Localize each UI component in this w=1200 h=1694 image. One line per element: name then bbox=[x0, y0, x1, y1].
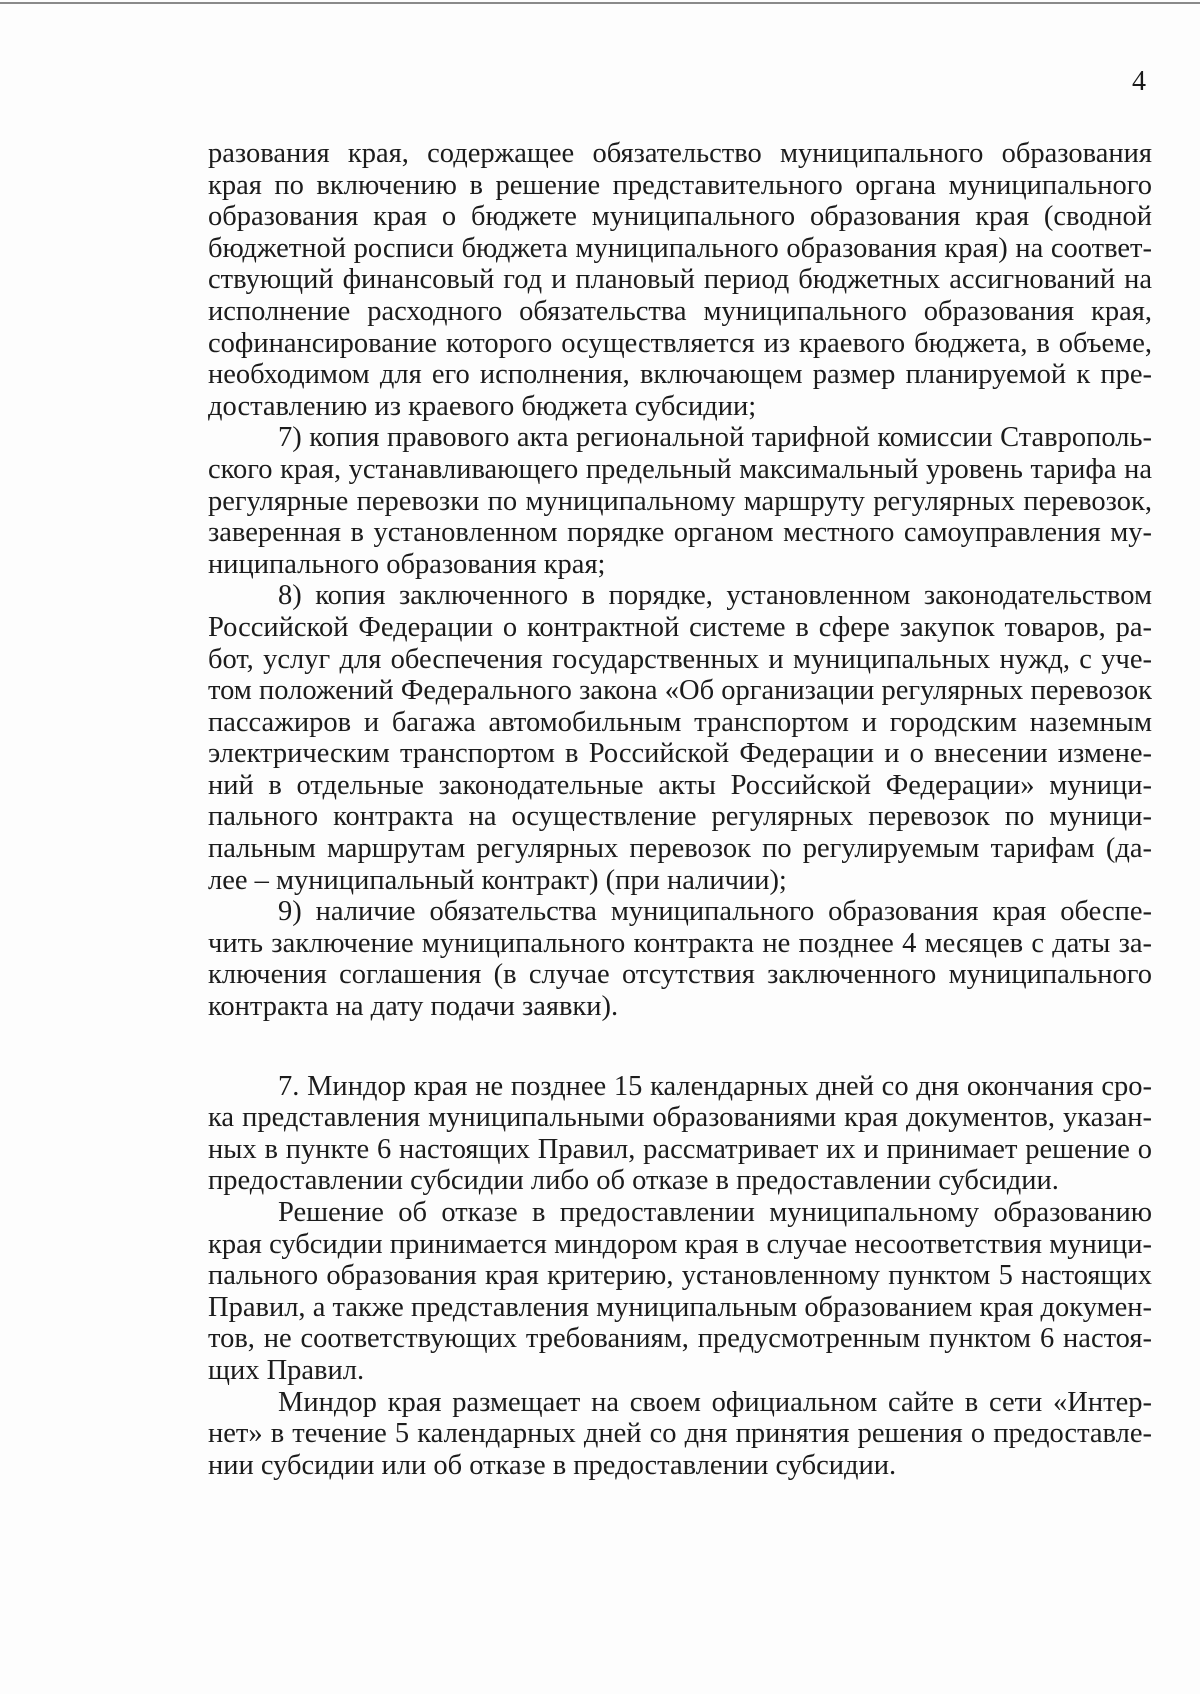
document-body bbox=[208, 138, 1152, 1481]
paragraph-item-7: 7) копия правового акта региональной тарифной комиссии Ставропольского края, устанавливающего предельный максимальный уровень тарифа на регулярные перевозки по муниципальному маршруту регулярных перевозок, заверенная в установленном порядке органом местного самоуправления муниципального образования края; bbox=[208, 422, 1152, 580]
paragraph-item-8: 8) копия заключенного в порядке, установленном законодательством Российской Федерации о контрактной системе в сфере закупок товаров, работ, услуг для обеспечения государственных и муниципальных нужд, с учетом положений Федерального закона «Об организации регулярных перевозок пассажиров и багажа автомобильным транспортом и городским наземным электрическим транспортом в Российской Федерации и о внесении изменений в отдельные законодательные акты Российской Федерации» муниципального контракта на осуществление регулярных перевозок по муниципальным маршрутам регулярных перевозок по регулируемым тарифам (далее – муниципальный контракт) (при наличии); bbox=[208, 580, 1152, 896]
paragraph-gap bbox=[208, 1023, 1152, 1071]
top-border-line bbox=[0, 2, 1200, 4]
paragraph-continuation: разования края, содержащее обязательство муниципального образования края по включению в решение представительного органа муниципального образования края о бюджете муниципального образования края (сводной бюджетной росписи бюджета муниципального образования края) на соответствующий финансовый год и плановый период бюджетных ассигнований на исполнение расходного обязательства муниципального образования края, софинансирование которого осуществляется из краевого бюджета, в объеме, необходимом для его исполнения, включающем размер планируемой к предоставлению из краевого бюджета субсидии; bbox=[208, 138, 1152, 422]
paragraph-item-9: 9) наличие обязательства муниципального образования края обеспечить заключение муниципального контракта не позднее 4 месяцев с даты заключения соглашения (в случае отсутствия заключенного муниципального контракта на дату подачи заявки). bbox=[208, 896, 1152, 1023]
paragraph-section-7: 7. Миндор края не позднее 15 календарных дней со дня окончания срока представления муниципальными образованиями края документов, указанных в пункте 6 настоящих Правил, рассматривает их и принимает решение о предоставлении субсидии либо об отказе в предоставлении субсидии. bbox=[208, 1070, 1152, 1197]
paragraph-refusal-decision: Решение об отказе в предоставлении муниципальному образованию края субсидии принимается миндором края в случае несоответствия муниципального образования края критерию, установленному пунктом 5 настоящих Правил, а также представления муниципальным образованием края документов, не соответствующих требованиям, предусмотренным пунктом 6 настоящих Правил. bbox=[208, 1197, 1152, 1386]
paragraph-publication: Миндор края размещает на своем официальном сайте в сети «Интернет» в течение 5 календарных дней со дня принятия решения о предоставлении субсидии или об отказе в предоставлении субсидии. bbox=[208, 1386, 1152, 1481]
page-number: 4 bbox=[1132, 66, 1146, 97]
